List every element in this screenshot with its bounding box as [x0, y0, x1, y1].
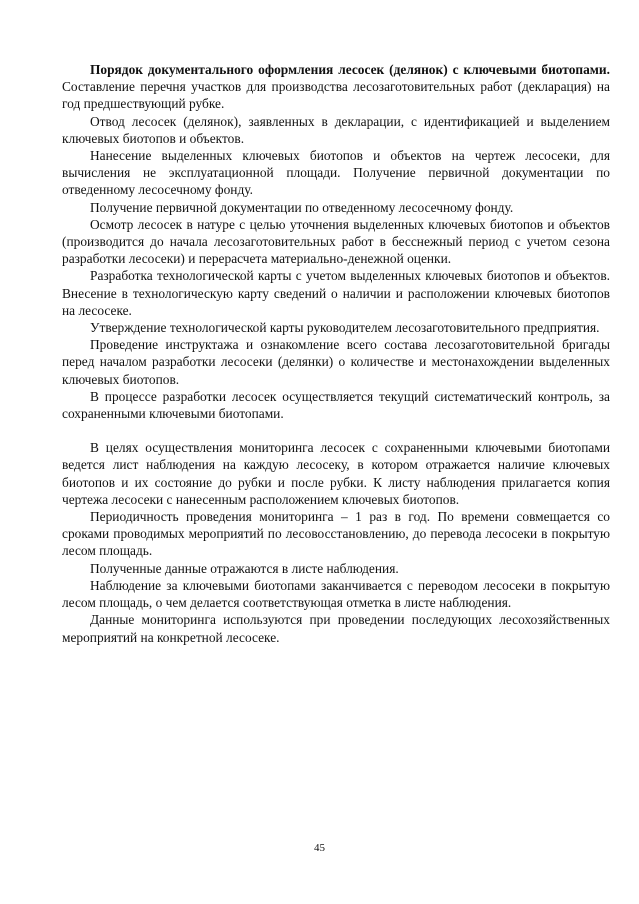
paragraph: Разработка технологической карты с учетом выделенных ключевых биотопов и объектов. Внесение в технологическую карту сведений о наличии и расположении ключевых биотопов на лесосеке.	[62, 268, 610, 318]
paragraph: Отвод лесосек (делянок), заявленных в декларации, с идентификацией и выделением ключевых биотопов и объектов.	[62, 113, 610, 146]
paragraph-intro	[62, 61, 610, 113]
paragraph: Получение первичной документации по отведенному лесосечному фонду.	[90, 199, 514, 215]
document-body	[62, 61, 610, 646]
paragraph-text: Составление перечня участков для производства лесозаготовительных работ (декларация) на год предшествующий рубке.	[62, 79, 610, 112]
paragraph: Нанесение выделенных ключевых биотопов и объектов на чертеж лесосеки, для вычисления не эксплуатационной площади. Получение первичной документации по отведенному лесосечному фонду.	[62, 148, 610, 198]
paragraph: Проведение инструктажа и ознакомление всего состава лесозаготовительной бригады перед началом разработки лесосеки (делянки) о количестве и местонахождении выделенных ключевых биотопов.	[62, 337, 610, 387]
paragraph: Осмотр лесосек в натуре с целью уточнения выделенных ключевых биотопов и объектов (производится до начала лесозаготовительных работ в бесснежный период с учетом сезона разработки лесосеки) и перерасчета материально-денежной оценки.	[62, 216, 610, 267]
page-number: 45	[314, 842, 325, 854]
paragraph: Периодичность проведения мониторинга – 1 раз в год. По времени совмещается со сроками проводимых мероприятий по лесовосстановлению, до перевода лесосеки в покрытую лесом площадь.	[62, 509, 610, 559]
paragraph: В целях осуществления мониторинга лесосек с сохраненными ключевыми биотопами ведется лист наблюдения на каждую лесосеку, в котором отражается наличие ключевых биотопов и их состояние до рубки и после рубки. К листу наблюдения прилагается копия чертежа лесосеки с нанесенным расположением ключевых биотопов.	[62, 440, 610, 507]
paragraph: Полученные данные отражаются в листе наблюдения.	[90, 560, 399, 576]
paragraph: Утверждение технологической карты руководителем лесозаготовительного предприятия.	[90, 320, 600, 336]
paragraph: В процессе разработки лесосек осуществляется текущий систематический контроль, за сохраненными ключевыми биотопами.	[62, 388, 610, 422]
paragraph: Данные мониторинга используются при проведении последующих лесохозяйственных мероприятий на конкретной лесосеке.	[62, 612, 610, 645]
section-heading: Порядок документального оформления лесосек (делянок) с ключевыми биотопами.	[90, 62, 610, 77]
paragraph: Наблюдение за ключевыми биотопами заканчивается с переводом лесосеки в покрытую лесом площадь, о чем делается соответствующая отметка в листе наблюдения.	[62, 577, 610, 611]
